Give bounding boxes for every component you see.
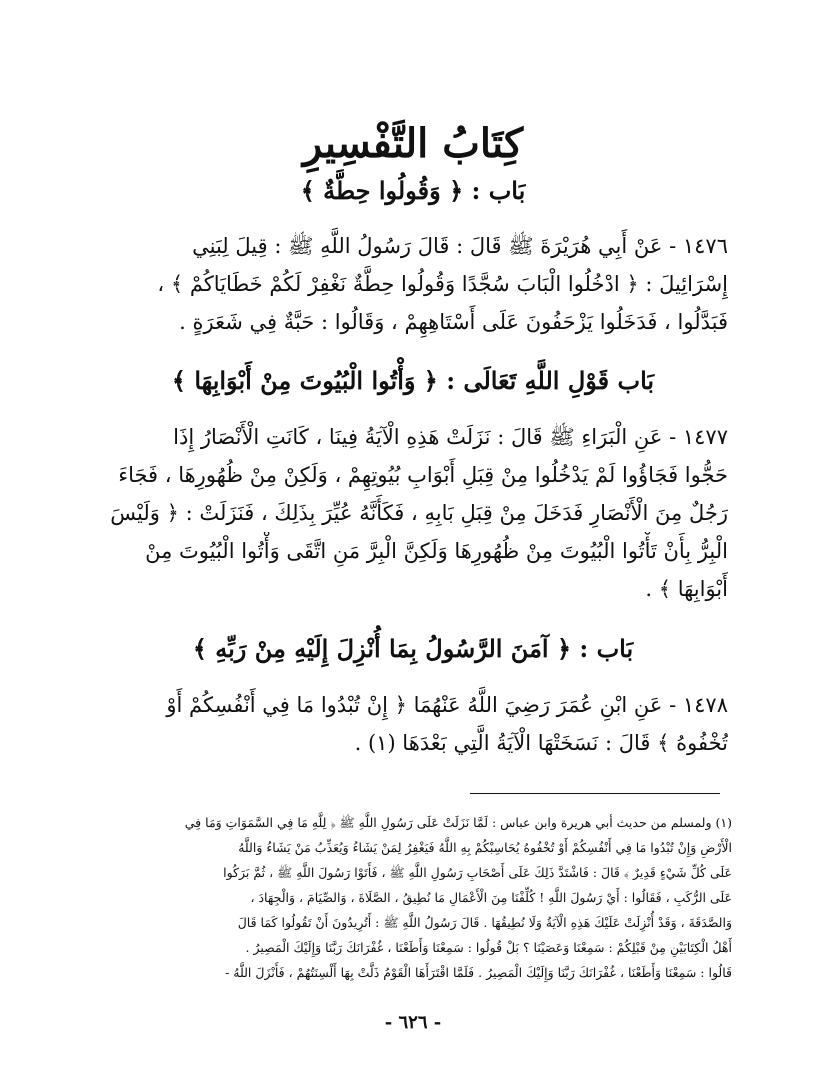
text-line: رَجُلٌ مِنَ الْأَنْصَارِ فَدَخَلَ مِنْ قِبَلِ بَابِهِ ، فَكَأَنَّهُ عُيِّرَ بِذَلِكَ ، فَنَزَلَتْ : ﴿ وَلَيْسَ [110,501,728,525]
page-number: - ٦٢٦ - [384,1012,442,1033]
text-line: ١٤٧٧ - عَنِ الْبَرَاءِ ﷺ قَالَ : نَزَلَتْ هَذِهِ الْآيَةُ فِينَا ، كَانَتِ الْأَنْصَارُ إِذَا [173,425,728,449]
footnote-separator [470,793,720,794]
text-line: تُخْفُوهُ ﴾ قَالَ : نَسَخَتْهَا الْآيَةُ الَّتِي بَعْدَهَا (١) . [354,731,728,755]
text-line: إِسْرَائِيلَ : ﴿ ادْخُلُوا الْبَابَ سُجَّدًا وَقُولُوا حِطَّةٌ نَغْفِرْ لَكُمْ خَطَايَاكُمْ ﴾ ، [157,272,728,296]
footnote-line: الْأَرْضِ وَإِنْ تُبْدُوا مَا فِي أَنْفُسِكُمْ أَوْ تُخْفُوهُ يُحَاسِبْكُمْ بِهِ اللَّهُ فَيَغْفِرُ لِمَنْ يَشَاءُ وَيُعَذِّبُ مَنْ يَشَاءُ وَاللَّهُ [238,840,732,855]
hadith-1478 [100,686,728,762]
footnote-line: عَلَى الرُّكَبِ ، فَقَالُوا : أَيْ رَسُولَ اللَّهِ ! كُلِّفْنَا مِنَ الْأَعْمَالِ مَا نُطِيقُ ، الصَّلَاةَ ، وَالصِّيَامَ ، وَالْجِهَادَ ، [250,890,732,905]
footnote-line: عَلَى كُلِّ شَيْءٍ قَدِيرٌ ﴾ قَالَ : فَاشْتَدَّ ذَلِكَ عَلَى أَصْحَابِ رَسُولِ اللَّهِ ﷺ ، فَأَتَوْا رَسُولَ اللَّهِ ﷺ ، ثُمَّ بَرَكُوا [223,865,732,880]
chapter-heading-3: بَاب : ﴿ آمَنَ الرَّسُولُ بِمَا أُنْزِلَ إِلَيْهِ مِنْ رَبِّهِ ﴾ [192,634,634,663]
chapter-heading-1: بَاب : ﴿ وَقُولُوا حِطَّةٌ ﴾ [300,176,526,205]
text-line: حَجُّوا فَجَاؤُوا لَمْ يَدْخُلُوا مِنْ قِبَلِ أَبْوَابِ بُيُوتِهِمْ ، وَلَكِنْ مِنْ ظُهُورِهَا ، فَجَاءَ [118,463,728,487]
text-line: الْبِرُّ بِأَنْ تَأْتُوا الْبُيُوتَ مِنْ ظُهُورِهَا وَلَكِنَّ الْبِرَّ مَنِ اتَّقَى وَأْتُوا الْبُيُوتَ مِنْ [145,539,728,563]
footnote-line: (١) ولمسلم من حديث أبي هريرة وابن عباس : لَمَّا نَزَلَتْ عَلَى رَسُولِ اللَّهِ ﷺ ﴿ لِلَّهِ مَا فِي السَّمَوَاتِ وَمَا فِي [184,815,732,830]
footnote [100,810,732,985]
book-title: كِتَابُ التَّفْسِيرِ [302,120,524,167]
text-line: أَبْوَابِهَا ﴾ . [645,577,728,601]
hadith-1477 [100,418,728,608]
text-line: ١٤٧٨ - عَنِ ابْنِ عُمَرَ رَضِيَ اللَّهُ عَنْهُمَا ﴿ إِنْ تُبْدُوا مَا فِي أَنْفُسِكُمْ أَوْ [166,693,728,717]
text-line: فَبَدَّلُوا ، فَدَخَلُوا يَزْحَفُونَ عَلَى أَسْتَاهِهِمْ ، وَقَالُوا : حَبَّةٌ فِي شَعَرَةٍ . [179,310,728,334]
footnote-line: وَالصَّدَقَةَ ، وَقَدْ أُنْزِلَتْ عَلَيْكَ هَذِهِ الْآيَةُ وَلَا نُطِيقُهَا . قَالَ رَسُولُ اللَّهِ ﷺ : أَتُرِيدُونَ أَنْ تَقُولُوا كَمَا قَالَ [237,915,732,930]
hadith-1476 [100,227,728,341]
footnote-line: أَهْلُ الْكِتَابَيْنِ مِنْ قَبْلِكُمْ : سَمِعْنَا وَعَصَيْنَا ؟ بَلْ قُولُوا : سَمِعْنَا وَأَطَعْنَا ، غُفْرَانَكَ رَبَّنَا وَإِلَيْكَ الْمَصِيرُ . [245,940,732,955]
chapter-heading-2: بَاب قَوْلِ اللَّهِ تَعَالَى : ﴿ وَأْتُوا الْبُيُوتَ مِنْ أَبْوَابِهَا ﴾ [171,366,655,395]
text-line: ١٤٧٦ - عَنْ أَبِي هُرَيْرَةَ ﷺ قَالَ : قَالَ رَسُولُ اللَّهِ ﷺ : قِيلَ لِبَنِي [192,234,728,258]
footnote-line: قَالُوا : سَمِعْنَا وَأَطَعْنَا ، غُفْرَانَكَ رَبَّنَا وَإِلَيْكَ الْمَصِيرُ . فَلَمَّا اقْتَرَأَهَا الْقَوْمُ ذَلَّتْ بِهَا أَلْسِنَتُهُمْ ، فَأَنْزَلَ اللَّهُ - [225,965,732,980]
